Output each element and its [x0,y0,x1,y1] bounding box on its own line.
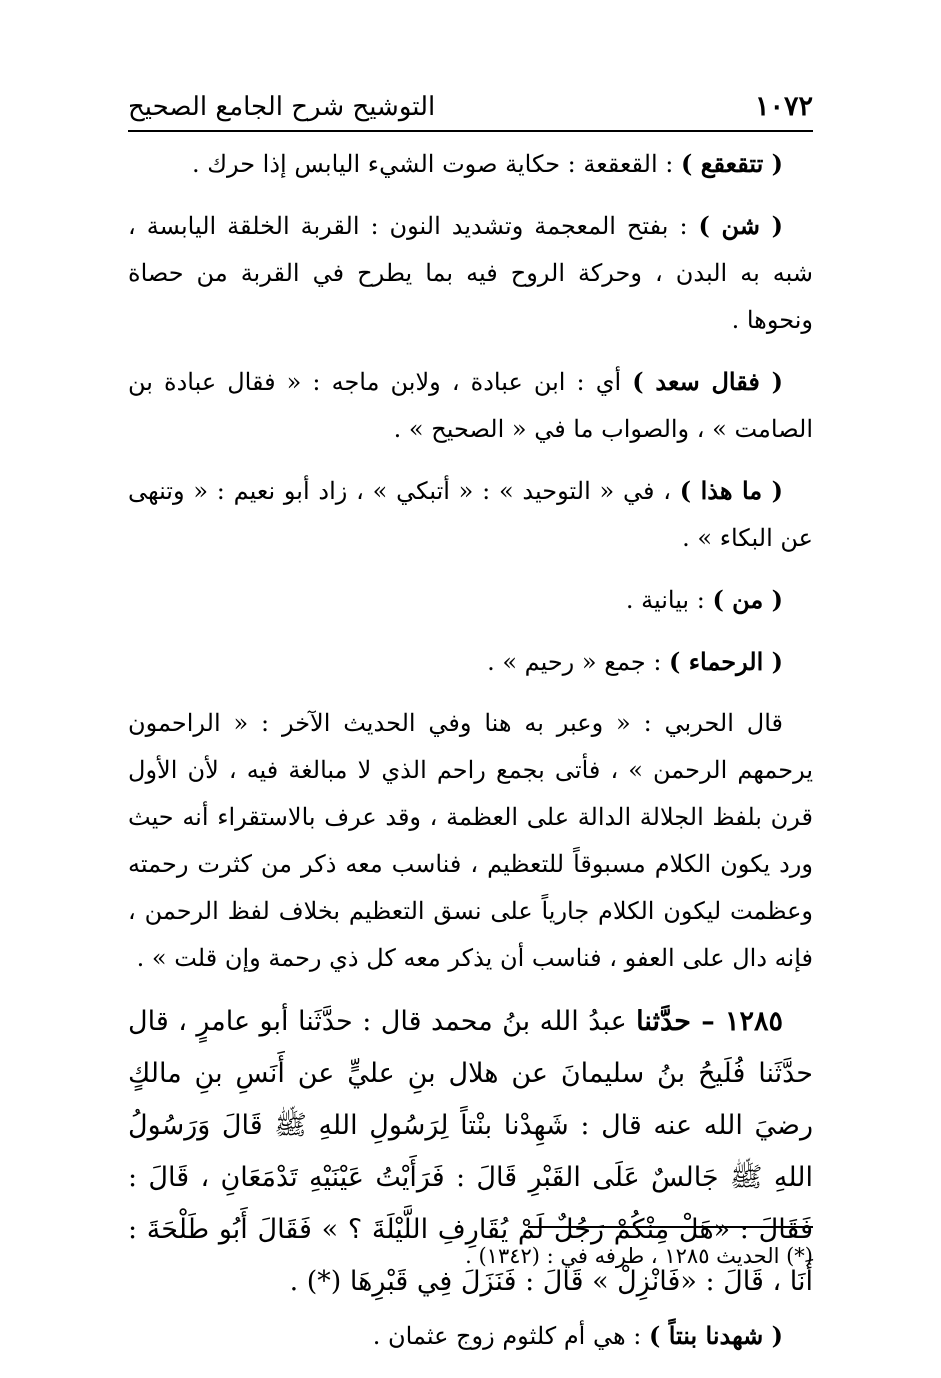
term: ( تتقعقع ) [681,149,783,178]
footnote-rule [528,1226,813,1228]
hadith-body: عبدُ الله بنُ محمد قال : حدَّثَنا أبو عامرٍ ، قال حدَّثَنا فُلَيحُ بنُ سليمانَ عن هلال بنِ عليٍّ عن أَنَسِ بنِ مالكٍ رضيَ الله عنه قال : شَهِدْنا بنْتاً لِرَسُولِ اللهِ ﷺ قَالَ وَرَسُولُ اللهِ ﷺ جَالسٌ عَلَى القَبْرِ قَالَ : فَرَأَيْتُ عَيْنَيْهِ تَدْمَعَانِ ، قَالَ : فَقَالَ : «هَلْ مِنْكُمْ رَجُلٌ لَمْ يُقَارِفِ اللَّيْلَةَ ؟ » فَقَالَ أَبُو طَلْحَةَ : أَنَا ، قَالَ : «فَانْزِلْ » قَالَ : فَنَزَلَ فِي قَبْرِهَا (*) . [128,1006,813,1297]
page-number: ١٠٧٢ [754,91,813,122]
term: ( من ) [712,585,783,614]
explanation: أي : ابن عبادة ، ولابن ماجه : « فقال عبادة بن الصامت » ، والصواب ما في « الصحيح » . [128,368,813,443]
commentary-paragraph [128,202,813,344]
hadith-number: ١٢٨٥ – حدَّثنا [636,1006,783,1037]
running-title: التوشيح شرح الجامع الصحيح [128,92,436,122]
term: ( الرحماء ) [669,647,783,676]
term: ( ما هذا ) [679,476,783,505]
commentary-paragraph [128,638,813,686]
explanation: : جمع « رحيم » . [487,648,670,676]
page-body [128,140,813,1374]
explanation: : القعقعة : حكاية صوت الشيء اليابس إذا حرك . [191,150,682,178]
explanation: : بفتح المعجمة وتشديد النون : القربة الخلقة اليابسة ، شبه به البدن ، وحركة الروح فيه بما يطرح في القربة من حصاة ونحوها . [128,212,813,334]
page-header [128,78,813,128]
explanation: ، في « التوحيد » : « أتبكي » ، زاد أبو نعيم : « وتنهى عن البكاء » . [128,477,813,552]
commentary-paragraph [128,576,813,624]
explanation: قال الحربي : « وعبر به هنا وفي الحديث الآخر : « الراحمون يرحمهم الرحمن » ، فأتى بجمع راحم الذي لا مبالغة فيه ، لأن الأول قرن بلفظ الجلالة الدالة على العظمة ، وقد عرف بالاستقراء أنه حيث ورد يكون الكلام مسبوقاً للتعظيم ، فناسب معه ذكر من كثرت رحمته وعظمت ليكون الكلام جارياً على نسق التعظيم بخلاف لفظ الرحمن ، فإنه دال على العفو ، فناسب أن يذكر معه كل ذي رحمة وإن قلت » . [128,709,813,972]
term: ( شهدنا بنتاً ) [648,1321,783,1350]
term: ( فقال سعد ) [632,367,783,396]
header-rule [128,130,813,132]
explanation: : هي أم كلثوم زوج عثمان . [372,1322,649,1350]
footnote: (*) الحديث ١٢٨٥ ، طرفه في : (١٣٤٢) . [465,1244,813,1268]
explanation: : بيانية . [625,586,713,614]
commentary-paragraph [128,1312,813,1360]
term: ( شن ) [698,211,783,240]
commentary-paragraph [128,467,813,562]
commentary-paragraph [128,700,813,982]
commentary-paragraph [128,358,813,453]
commentary-paragraph [128,140,813,188]
